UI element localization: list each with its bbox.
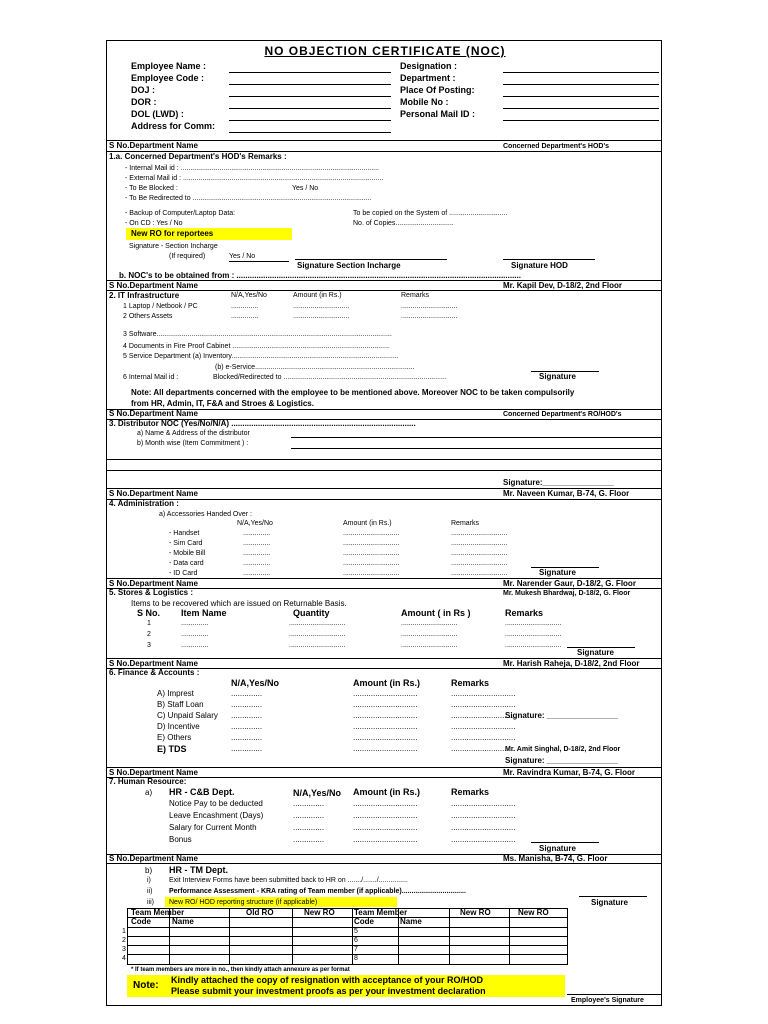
hr-item-na[interactable]: .............. <box>293 835 325 844</box>
row-num-7: 7 <box>354 946 358 953</box>
internal-mail-row: 6 Internal Mail id : <box>123 374 179 381</box>
col-remarks: Remarks <box>451 787 490 797</box>
signature-section-label: Signature - Section Incharge <box>129 243 218 250</box>
section5-owner-2: Mr. Mukesh Bhardwaj, D-18/2, G. Floor <box>503 590 631 597</box>
col-amount: Amount (in Rs.) <box>293 292 342 299</box>
admin-item-amount[interactable]: ............................. <box>343 560 400 567</box>
employee-code-label: Employee Code : <box>131 73 205 83</box>
section8-sign-line[interactable] <box>579 896 647 897</box>
th-code-2: Code <box>354 917 374 926</box>
laptop-na[interactable]: .............. <box>231 303 259 310</box>
if-required-yes-no[interactable]: Yes / No <box>229 253 256 260</box>
finance-item-na[interactable]: .............. <box>231 733 263 742</box>
sig-section-incharge: Signature Section Incharge <box>297 261 401 270</box>
section-header: S No.Department Name <box>109 409 198 418</box>
admin-item-na[interactable]: .............. <box>243 560 271 567</box>
section6-owner: Mr. Harish Raheja, D-18/2, 2nd Floor <box>503 659 640 668</box>
admin-item-remarks[interactable]: ............................. <box>451 550 508 557</box>
hr-item-remarks[interactable]: ............................. <box>451 823 516 832</box>
performance-row: Performance Assessment - KRA rating of Team member (if applicable)................................. <box>169 888 466 895</box>
section6-heading: 6. Finance & Accounts : <box>109 668 200 677</box>
section-header: S No.Department Name <box>109 768 198 777</box>
admin-item-na[interactable]: .............. <box>243 530 271 537</box>
laptop-row: 1 Laptop / Netbook / PC <box>123 303 198 310</box>
others-remarks[interactable]: ............................. <box>401 313 458 320</box>
section7-heading: 7. Human Resource: <box>109 777 187 786</box>
admin-item: - Mobile Bill <box>169 550 206 557</box>
stores-quantity[interactable]: ............................. <box>289 620 346 627</box>
finance-item: E) Others <box>157 733 192 742</box>
blocked-yes-no[interactable]: Yes / No <box>292 185 319 192</box>
hr-item: Notice Pay to be deducted <box>169 799 263 808</box>
documents-row: 4 Documents in Fire Proof Cabinet ................................................................................. <box>123 343 390 350</box>
new-ro-hod-row: New RO/ HOD reporting structure (if applicable) <box>169 899 318 906</box>
col-item-name: Item Name <box>181 608 227 618</box>
row-num-5: 5 <box>354 928 358 935</box>
finance-item-amount[interactable]: ............................. <box>353 722 418 731</box>
address-line[interactable] <box>229 132 391 133</box>
blocked-row: Blocked/Redirected to .................................................................................... <box>213 374 447 381</box>
hr-item-remarks[interactable]: ............................. <box>451 811 516 820</box>
section3-owner: Concerned Department's RO/HOD's <box>503 411 622 418</box>
stores-quantity[interactable]: ............................. <box>289 642 346 649</box>
team-member-table <box>122 908 568 965</box>
finance-item-remarks[interactable]: ............................. <box>451 722 516 731</box>
tds-remarks[interactable]: ............................. <box>451 744 516 753</box>
admin-item-remarks[interactable]: ............................. <box>451 530 508 537</box>
admin-item-remarks[interactable]: ............................. <box>451 560 508 567</box>
admin-item-amount[interactable]: ............................. <box>343 570 400 577</box>
admin-item-na[interactable]: .............. <box>243 550 271 557</box>
backup-row: - Backup of Computer/Laptop Data: <box>125 210 236 217</box>
amit-singhal: Mr. Amit Singhal, D-18/2, 2nd Floor <box>505 746 621 753</box>
finance-item: C) Unpaid Salary <box>157 711 218 720</box>
admin-item-remarks[interactable]: ............................. <box>451 570 508 577</box>
finance-item-amount[interactable]: ............................. <box>353 733 418 742</box>
dol-line[interactable] <box>229 120 391 121</box>
footnote: * If team members are more in no., then kindly attach annexure as per format <box>131 967 350 973</box>
stores-quantity[interactable]: ............................. <box>289 631 346 638</box>
month-wise-line[interactable] <box>291 448 661 449</box>
others-na[interactable]: .............. <box>231 313 259 320</box>
hr-item-amount[interactable]: ............................. <box>353 823 418 832</box>
section-header: S No.Department Name <box>109 281 198 290</box>
designation-line[interactable] <box>503 72 659 73</box>
if-required-label: (If required) <box>169 253 206 260</box>
stores-item-name[interactable]: .............. <box>181 642 209 649</box>
exit-marker: i) <box>147 877 151 884</box>
row-num-6: 6 <box>354 937 358 944</box>
row-num-1: 1 <box>122 928 126 935</box>
hr-item: Leave Encashment (Days) <box>169 811 264 820</box>
sig-hod: Signature HOD <box>511 261 568 270</box>
section2-signature: Signature <box>539 372 576 381</box>
col-amount: Amount (in Rs.) <box>353 787 420 797</box>
section4-signature: Signature <box>539 568 576 577</box>
stores-row-number: 1 <box>147 620 151 627</box>
th-new-ro: New RO <box>304 908 335 917</box>
noc-form <box>106 40 662 1006</box>
section-header: S No.Department Name <box>109 579 198 588</box>
note-line-2: Please submit your investment proofs as per your investment declaration <box>171 986 486 996</box>
admin-item: - Data card <box>169 560 204 567</box>
finance-item-remarks[interactable]: ............................. <box>451 689 516 698</box>
admin-item-na[interactable]: .............. <box>243 540 271 547</box>
col-amount: Amount (in Rs.) <box>343 520 392 527</box>
section2-owner: Mr. Kapil Dev, D-18/2, 2nd Floor <box>503 281 622 290</box>
note-line-1: Kindly attached the copy of resignation with acceptance of your RO/HOD <box>171 975 484 985</box>
finance-item-na[interactable]: .............. <box>231 700 263 709</box>
hr-item-amount[interactable]: ............................. <box>353 799 418 808</box>
stores-remarks[interactable]: ............................. <box>505 631 562 638</box>
note-label: Note: <box>133 980 159 991</box>
section2-heading: 2. IT Infrastructure <box>109 291 180 300</box>
admin-item: - Handset <box>169 530 200 537</box>
employee-name-line[interactable] <box>229 72 391 73</box>
stores-amount[interactable]: ............................. <box>401 642 458 649</box>
section6-signature-2: Signature: ________________ <box>505 756 618 765</box>
hr-cb-marker: a) <box>145 788 153 797</box>
dol-label: DOL (LWD) : <box>131 109 184 119</box>
section4-owner: Mr. Naveen Kumar, B-74, G. Floor <box>503 489 630 498</box>
hr-tm-title: HR - TM Dept. <box>169 865 228 875</box>
mail-line[interactable] <box>503 120 659 121</box>
admin-item-amount[interactable]: ............................. <box>343 550 400 557</box>
accessories-label: a) Accessories Handed Over : <box>159 511 252 518</box>
col-na-yes-no: N/A,Yes/No <box>237 520 273 527</box>
finance-item-amount[interactable]: ............................. <box>353 711 418 720</box>
admin-item-amount[interactable]: ............................. <box>343 540 400 547</box>
department-label: Department : <box>400 73 456 83</box>
col-remarks: Remarks <box>451 520 480 527</box>
designation-label: Designation : <box>400 61 458 71</box>
th-name: Name <box>172 917 194 926</box>
section5-owner: Mr. Narender Gaur, D-18/2, G. Floor <box>503 579 636 588</box>
finance-item: B) Staff Loan <box>157 700 204 709</box>
section3-signature: Signature:________________ <box>503 478 614 487</box>
section7-signature: Signature <box>539 844 576 853</box>
dor-label: DOR : <box>131 97 157 107</box>
mobile-label: Mobile No : <box>400 97 449 107</box>
section8-owner: Ms. Manisha, B-74, G. Floor <box>503 854 608 863</box>
doj-line[interactable] <box>229 96 391 97</box>
section5-heading: 5. Stores & Logistics : <box>109 588 194 597</box>
month-wise: b) Month wise (Item Commitment ) : <box>137 440 249 447</box>
to-be-blocked-row: - To Be Blocked : <box>125 185 178 192</box>
new-ro-marker: iii) <box>147 899 154 906</box>
eservice-row: (b) e-Service.................................................................................. <box>215 364 415 371</box>
page-title: NO OBJECTION CERTIFICATE (NOC) <box>264 44 506 58</box>
stores-row-number: 3 <box>147 642 151 649</box>
tds-amount[interactable]: ............................. <box>353 744 418 753</box>
distributor-name-line[interactable] <box>291 437 661 438</box>
new-ro-label: New RO for reportees <box>131 229 214 238</box>
address-label: Address for Comm: <box>131 121 216 131</box>
col-na-yes-no: N/A,Yes/No <box>293 788 342 798</box>
col-amount: Amount ( in Rs ) <box>401 608 471 618</box>
doj-label: DOJ : <box>131 85 156 95</box>
th-team-member: Team Member <box>131 908 185 917</box>
finance-item-remarks[interactable]: ............................. <box>451 711 516 720</box>
hr-item-amount[interactable]: ............................. <box>353 835 418 844</box>
stores-row-number: 2 <box>147 631 151 638</box>
laptop-remarks[interactable]: ............................. <box>401 303 458 310</box>
mobile-line[interactable] <box>503 108 659 109</box>
col-sno: S No. <box>137 608 161 618</box>
section8-signature: Signature <box>591 898 628 907</box>
finance-item-remarks[interactable]: ............................. <box>451 733 516 742</box>
hr-item-na[interactable]: .............. <box>293 823 325 832</box>
posting-label: Place Of Posting: <box>400 85 475 95</box>
hr-item-remarks[interactable]: ............................. <box>451 799 516 808</box>
noc-obtained-row: b. NOC's to be obtained from : ................................................................................................................................ <box>119 271 521 280</box>
col-amount: Amount (in Rs.) <box>353 678 420 688</box>
exit-interview-row: Exit Interview Forms have been submitted back to HR on ......./......./............... <box>169 877 408 884</box>
row-num-4: 4 <box>122 955 126 962</box>
hr-item: Salary for Current Month <box>169 823 257 832</box>
others-row: 2 Others Assets <box>123 313 173 320</box>
finance-item: A) Imprest <box>157 689 194 698</box>
col-na-yes-no: N/A,Yes/No <box>231 292 267 299</box>
stores-amount[interactable]: ............................. <box>401 620 458 627</box>
section1-owner: Concerned Department's HOD's <box>503 143 610 150</box>
admin-item-remarks[interactable]: ............................. <box>451 540 508 547</box>
col-remarks: Remarks <box>401 292 430 299</box>
distributor-name: a) Name & Address of the distributor <box>137 430 250 437</box>
tds-row: E) TDS <box>157 744 187 754</box>
internal-mail-row: - Internal Mail id : ...................................................................................................... <box>125 165 380 172</box>
row-num-8: 8 <box>354 955 358 962</box>
admin-item-amount[interactable]: ............................. <box>343 530 400 537</box>
redirected-row: - To Be Redirected to ............................................................................................ <box>125 195 372 202</box>
tds-na[interactable]: .............. <box>231 744 263 753</box>
software-row: 3 Software......................................................................................................................... <box>123 331 392 338</box>
section-header: S No.Department Name <box>109 489 198 498</box>
section4-heading: 4. Administration : <box>109 499 179 508</box>
th-old-ro: Old RO <box>246 908 274 917</box>
stores-item-name[interactable]: .............. <box>181 631 209 638</box>
copies-row: No. of Copies.............................. <box>353 220 454 227</box>
hr-item-na[interactable]: .............. <box>293 811 325 820</box>
hod-sign-line[interactable] <box>503 259 595 260</box>
laptop-amount[interactable]: ............................. <box>293 303 350 310</box>
service-row: 5 Service Department (a) Inventory...................................................................................... <box>123 353 399 360</box>
section-header: S No.Department Name <box>109 854 198 863</box>
th-new-ro-3: New RO <box>518 908 549 917</box>
row-num-2: 2 <box>122 937 126 944</box>
col-quantity: Quantity <box>293 608 330 618</box>
th-code: Code <box>131 917 151 926</box>
posting-line[interactable] <box>503 96 659 97</box>
hr-item: Bonus <box>169 835 192 844</box>
section-header: S No.Department Name <box>109 141 198 150</box>
row-num-3: 3 <box>122 946 126 953</box>
finance-item-na[interactable]: .............. <box>231 711 263 720</box>
th-name-2: Name <box>400 917 422 926</box>
section7-sign-line[interactable] <box>531 842 599 843</box>
finance-item-na[interactable]: .............. <box>231 689 263 698</box>
mail-label: Personal Mail ID : <box>400 109 476 119</box>
copied-row: To be copied on the System of .............................. <box>353 210 508 217</box>
finance-item-remarks[interactable]: ............................. <box>451 700 516 709</box>
stores-remarks[interactable]: ............................. <box>505 620 562 627</box>
th-new-ro-2: New RO <box>460 908 491 917</box>
th-team-member-2: Team Member <box>354 908 408 917</box>
perf-marker: ii) <box>147 888 153 895</box>
dor-line[interactable] <box>229 108 391 109</box>
col-remarks: Remarks <box>451 678 490 688</box>
finance-item-na[interactable]: .............. <box>231 722 263 731</box>
col-na-yes-no: N/A,Yes/No <box>231 678 280 688</box>
stores-remarks[interactable]: ............................. <box>505 642 562 649</box>
section3-heading: 3. Distributor NOC (Yes/No/N/A) ................................................................................... <box>109 419 416 428</box>
employee-code-line[interactable] <box>229 84 391 85</box>
section-incharge-sign-line[interactable] <box>295 259 447 260</box>
section6-signature: Signature: ________________ <box>505 711 618 720</box>
note-line-1: Note: All departments concerned with the employee to be mentioned above. Moreover NOC to be taken compulsorily <box>131 388 575 397</box>
section-header: S No.Department Name <box>109 659 198 668</box>
hr-tm-marker: b) <box>145 866 153 875</box>
section5-signature: Signature <box>577 648 614 657</box>
finance-item-amount[interactable]: ............................. <box>353 700 418 709</box>
employee-sign-line[interactable] <box>567 994 661 995</box>
finance-item: D) Incentive <box>157 722 200 731</box>
hr-cb-title: HR - C&B Dept. <box>169 787 235 797</box>
section1-heading: 1.a. Concerned Department's HOD's Remarks : <box>109 152 287 161</box>
hr-item-remarks[interactable]: ............................. <box>451 835 516 844</box>
finance-item-amount[interactable]: ............................. <box>353 689 418 698</box>
admin-item: - Sim Card <box>169 540 203 547</box>
admin-item: - ID Card <box>169 570 198 577</box>
others-amount[interactable]: ............................. <box>293 313 350 320</box>
on-cd-row[interactable]: - On CD : Yes / No <box>125 220 183 227</box>
employee-name-label: Employee Name : <box>131 61 207 71</box>
col-remarks: Remarks <box>505 608 544 618</box>
stores-item-name[interactable]: .............. <box>181 620 209 627</box>
hr-item-amount[interactable]: ............................. <box>353 811 418 820</box>
section7-owner: Mr. Ravindra Kumar, B-74, G. Floor <box>503 768 636 777</box>
department-line[interactable] <box>503 84 659 85</box>
admin-item-na[interactable]: .............. <box>243 570 271 577</box>
employee-signature: Employee's Signature <box>571 997 644 1004</box>
external-mail-row: - External Mail id : ....................................................................................................... <box>125 175 384 182</box>
note-line-2: from HR, Admin, IT, F&A and Stroes & Logistics. <box>131 399 314 408</box>
hr-item-na[interactable]: .............. <box>293 799 325 808</box>
returnable-intro: Items to be recovered which are issued on Returnable Basis. <box>131 599 347 608</box>
stores-amount[interactable]: ............................. <box>401 631 458 638</box>
